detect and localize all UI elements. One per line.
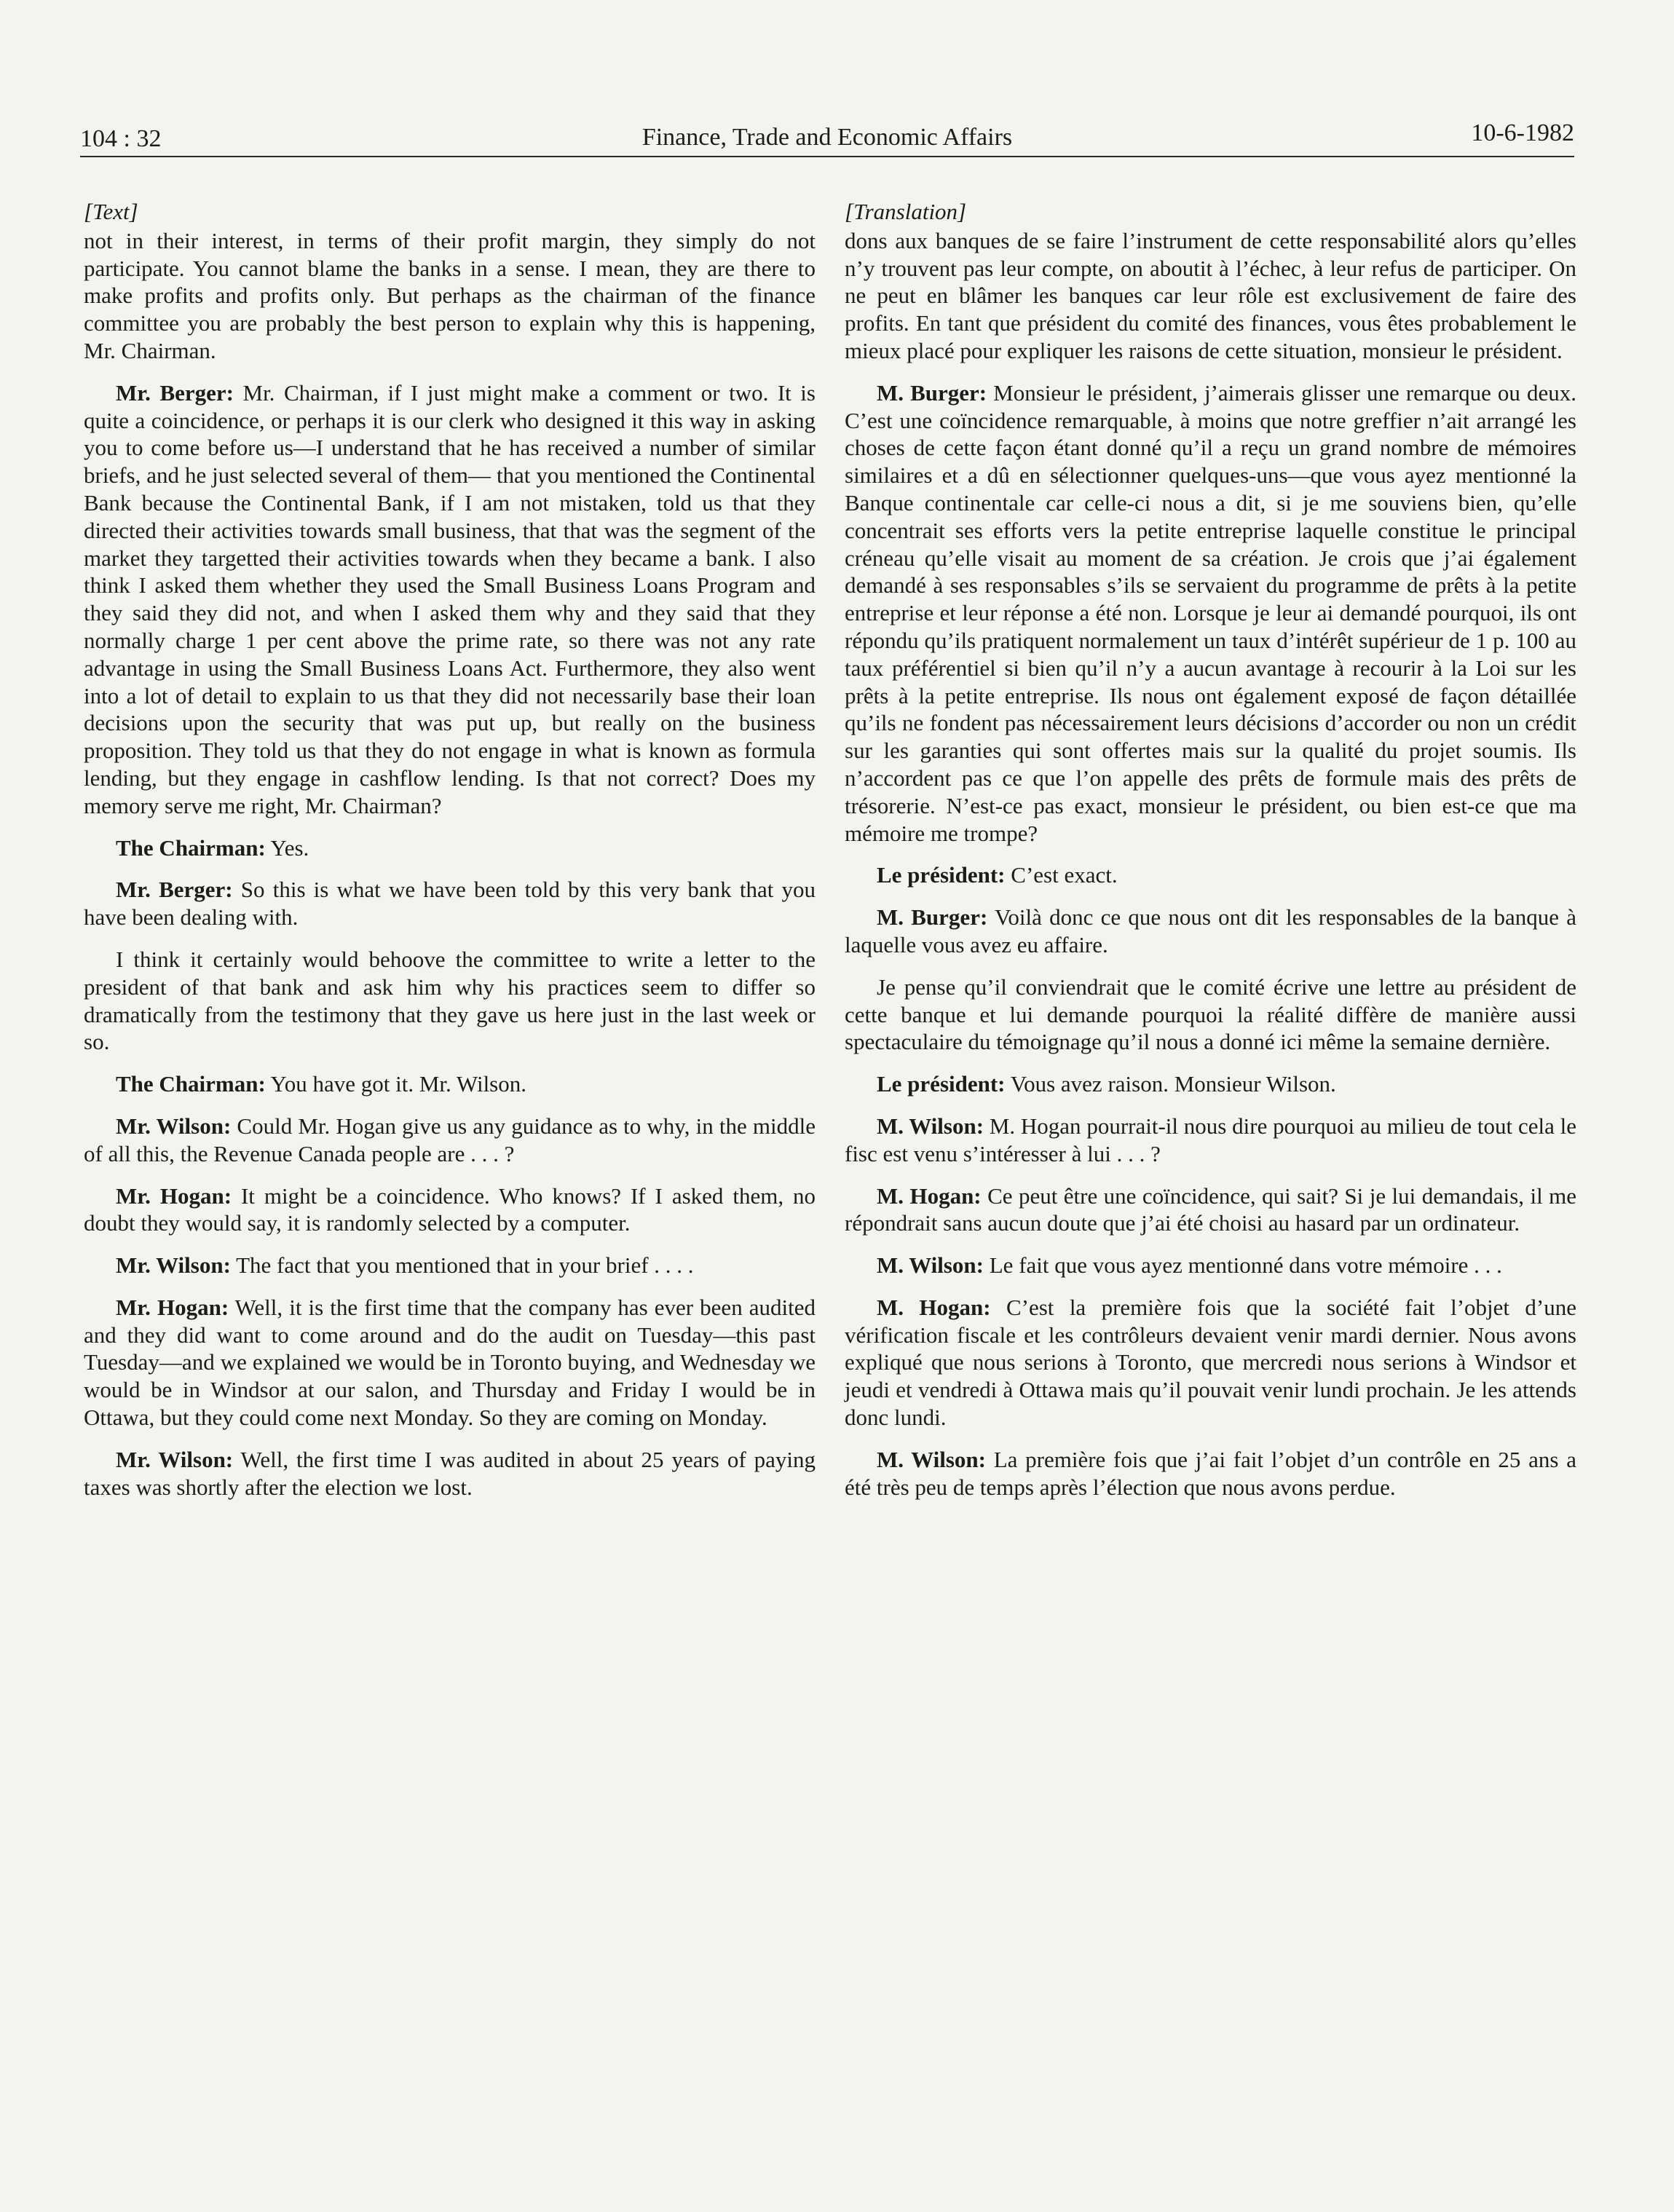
column-heading-text: [Text] [84,199,138,224]
speech-text: La première fois que j’ai fait l’objet d’un contrôle en 25 ans a été très peu de temps après l’élection que nous avons perdue. [845,1446,1576,1500]
speaker-name: M. Wilson: [877,1113,984,1139]
page-title: Finance, Trade and Economic Affairs [641,124,1013,151]
speaker-name: Le président: [877,862,1006,888]
speech-text: Monsieur le président, j’aimerais glisser une remarque ou deux. C’est une coïncidence remarquable, à moins que notre greffier n’ait arrangé les choses de cette façon étant donné qu’il a reçu un grand nombre de mémoires similaires et a dû en sélectionner quelques-uns—que vous ayez mentionné la Banque continentale car celle-ci nous a dit, si je me souviens bien, qu’elle concentrait ses efforts vers la petite entreprise laquelle constitue le principal créneau qu’elle visait au moment de sa création. Je crois que j’ai également demandé à ses responsables s’ils se servaient du programme de prêts à la petite entreprise et leur réponse a été non. Lorsque je leur ai demandé pourquoi, ils ont répondu qu’ils pratiquent normalement un taux d’intérêt supérieur de 1 p. 100 au taux préférentiel si bien qu’il n’y a aucun avantage à recourir à la Loi sur les prêts à la petite entreprise. Ils nous ont également exposé de façon détaillée qu’ils ne fondent pas nécessairement leurs décisions d’accorder ou non un crédit sur les garanties qui sont offertes mais sur la qualité du projet soumis. Ils n’accordent pas ce que l’on appelle des prêts de formule mais des prêts de trésorerie. N’est-ce pas exact, monsieur le président, ou bien est-ce que ma mémoire me trompe? [845,379,1576,846]
speech-text: Je pense qu’il conviendrait que le comité écrive une lettre au président de cette banque et lui demande pourquoi la réalité diffère de manière aussi spectaculaire du témoignage qu’il nous a donné ici même la semaine dernière. [845,973,1576,1055]
transcript-paragraph [845,1446,1576,1501]
transcript-paragraph [845,1252,1576,1279]
transcript-paragraph [84,834,816,862]
left-paragraphs [84,379,816,1501]
speech-text: Voilà donc ce que nous ont dit les responsables de la banque à laquelle vous avez eu affaire. [845,904,1576,957]
opening-paragraph: dons aux banques de se faire l’instrument de cette responsabilité alors qu’elles n’y trouvent pas leur compte, on aboutit à l’échec, à leur refus de participer. On ne peut en blâmer les banques car leur rôle est exclusivement de faire des profits. En tant que président du comité des finances, vous êtes probablement le mieux placé pour expliquer les raisons de cette situation, monsieur le président. [845,227,1576,363]
english-column [84,198,816,1501]
speech-text: You have got it. Mr. Wilson. [265,1071,526,1097]
transcript-paragraph [84,946,816,1056]
speech-text: C’est la première fois que la société fait l’objet d’une vérification fiscale et les contrôleurs devaient venir mardi dernier. Nous avons expliqué que nous serions à Toronto, que mercredi nous serions à Windsor et jeudi et vendredi à Ottawa mais qu’il pouvait venir lundi prochain. Je les attends donc lundi. [845,1294,1577,1431]
speaker-name: Mr. Berger: [116,379,234,406]
speaker-name: The Chairman: [116,1071,266,1097]
transcript-paragraph [84,1252,816,1279]
speaker-name: M. Burger: [877,904,988,931]
speech-text: Yes. [265,834,309,861]
speech-text: Could Mr. Hogan give us any guidance as to why, in the middle of all this, the Revenue Canada people are . . . ? [84,1113,816,1166]
page-header [80,111,1574,157]
speaker-name: Mr. Hogan: [116,1294,229,1320]
transcript-paragraph [84,876,816,931]
page-date: 10-6-1982 [1471,119,1574,146]
transcript-paragraph [845,1113,1576,1168]
speaker-name: M. Wilson: [877,1446,986,1472]
transcript-paragraph [845,904,1576,959]
page-number: 104 : 32 [80,125,162,152]
transcript-paragraph [845,1070,1576,1098]
french-column [845,198,1576,1501]
speech-text: Well, it is the first time that the company has ever been audited and they did want to come around and do the audit on Tuesday—this past Tuesday—and we explained we would be in Toronto buying, and Wednesday we would be in Windsor at our salon, and Thursday and Friday I would be in Ottawa, but they could come next Monday. So they are coming on Monday. [84,1294,816,1431]
transcript-paragraph [84,1294,816,1431]
speech-text: Vous avez raison. Monsieur Wilson. [1005,1071,1336,1097]
speaker-name: M. Hogan: [877,1182,982,1209]
column-heading-translation: [Translation] [845,199,967,224]
speaker-name: Mr. Hogan: [116,1182,232,1209]
speaker-name: Mr. Berger: [116,877,233,903]
speaker-name: M. Hogan: [877,1294,991,1320]
speech-text: I think it certainly would behoove the committee to write a letter to the president of that bank and ask him why his practices seem to differ so dramatically from the testimony that they gave us here just in the last week or so. [84,946,816,1055]
speech-text: M. Hogan pourrait-il nous dire pourquoi au milieu de tout cela le fisc est venu s’intéresser à lui . . . ? [845,1113,1576,1166]
speech-text: Well, the first time I was audited in about 25 years of paying taxes was shortly after the election we lost. [84,1446,816,1500]
transcript-paragraph [84,379,816,820]
speech-text: So this is what we have been told by this very bank that you have been dealing with. [84,877,816,931]
transcript-paragraph [845,1294,1576,1431]
transcript-paragraph [845,379,1576,848]
speaker-name: M. Burger: [877,379,987,406]
transcript-paragraph [84,1070,816,1098]
speech-text: The fact that you mentioned that in your brief . . . . [230,1252,694,1279]
speech-text: Mr. Chairman, if I just might make a comment or two. It is quite a coincidence, or perhaps it is our clerk who designed it this way in asking you to come before us—I understand that he has received a number of similar briefs, and he just selected several of them— that you mentioned the Continental Bank because the Continental Bank, if I am not mistaken, told us that they directed their activities towards small business, that that was the segment of the market they targetted their activities towards when they became a bank. I also think I asked them whether they used the Small Business Loans Program and they said they did not, and when I asked them why and they said that they normally charge 1 per cent above the prime rate, so there was not any rate advantage in using the Small Business Loans Act. Furthermore, they also went into a lot of detail to explain to us that they did not necessarily base their loan decisions upon the security that was put up, but really on the business proposition. They told us that they do not engage in what is known as formula lending, but they engage in cashflow lending. Is that not correct? Does my memory serve me right, Mr. Chairman? [84,379,816,818]
speaker-name: Mr. Wilson: [116,1113,232,1139]
speaker-name: M. Wilson: [877,1252,984,1279]
opening-paragraph: not in their interest, in terms of their profit margin, they simply do not participate. You cannot blame the banks in a sense. I mean, they are there to make profits and profits only. But perhaps as the chairman of the finance committee you are probably the best person to explain why this is happening, Mr. Chairman. [84,227,816,363]
speech-text: Ce peut être une coïncidence, qui sait? Si je lui demandais, il me répondrait sans aucun doute que j’ai été choisi au hasard par un ordinateur. [845,1182,1576,1236]
speech-text: C’est exact. [1005,862,1118,888]
speech-text: Le fait que vous ayez mentionné dans votre mémoire . . . [984,1252,1502,1279]
transcript-paragraph [845,1182,1576,1238]
speech-text: It might be a coincidence. Who knows? If I asked them, no doubt they would say, it is randomly selected by a computer. [84,1182,816,1236]
right-paragraphs [845,379,1576,1501]
transcript-paragraph [84,1113,816,1168]
speaker-name: Mr. Wilson: [116,1252,231,1279]
header-rule [80,156,1574,157]
speaker-name: Mr. Wilson: [116,1446,234,1472]
speaker-name: Le président: [877,1071,1006,1097]
transcript-paragraph [845,973,1576,1056]
transcript-paragraph [845,861,1576,889]
transcript-paragraph [84,1182,816,1238]
speaker-name: The Chairman: [116,834,266,861]
transcript-paragraph [84,1446,816,1501]
